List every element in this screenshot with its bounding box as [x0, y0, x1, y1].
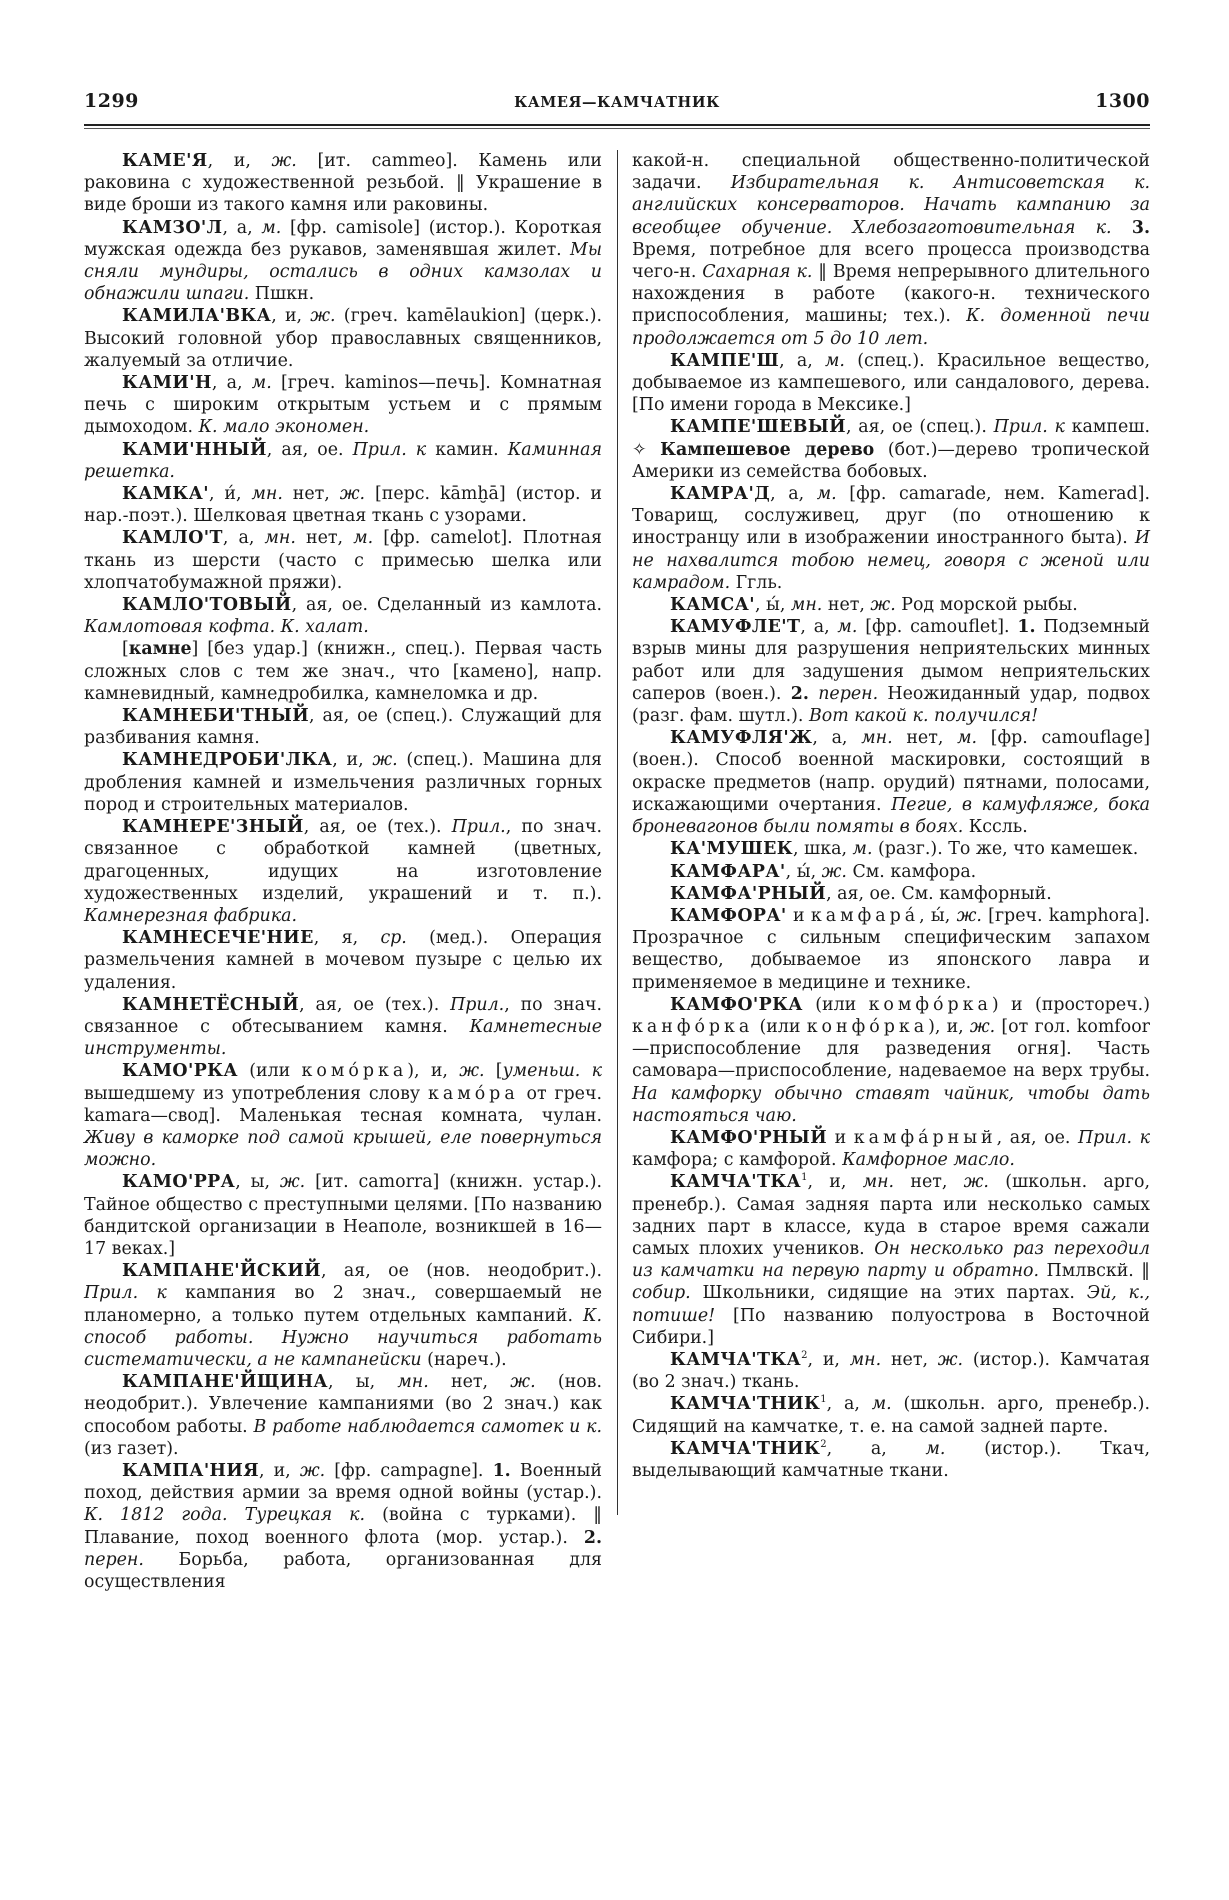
definition-text: кампания во 2 знач., совершаемый не планомерно, а только путем отдельных кампаний.: [84, 1283, 603, 1326]
example-text: ср.: [380, 928, 407, 949]
example-text: Сахарная к.: [702, 262, 813, 283]
dictionary-entry: [632, 350, 1150, 417]
definition-text: нет,: [295, 528, 354, 549]
headword: КАМЕ'Я: [122, 151, 208, 171]
definition-text: [ит. camorra] (книжн. устар.). Тайное общество с преступными целями. [По названию бандитской организации в Неаполе, возникшей в 16—17 веках.]: [84, 1172, 603, 1259]
dictionary-entry: [84, 749, 602, 816]
example-text: Камлотовая кофта. К. халат.: [84, 617, 369, 638]
headword: КАМНЕСЕЧЕ'НИЕ: [122, 928, 314, 949]
definition-text: , ы́,: [919, 905, 957, 926]
definition-text: [1112, 218, 1132, 238]
dictionary-entry: [84, 705, 602, 749]
bold-text: Кампешевое дерево: [660, 439, 875, 460]
definition-text: (или: [237, 1061, 302, 1082]
dictionary-entry: [84, 483, 602, 527]
example-text: ж.: [310, 306, 336, 327]
dictionary-entry: [632, 1438, 1150, 1482]
headword: КАМСА': [670, 595, 755, 616]
headword: КАМЛО'Т: [122, 528, 223, 549]
definition-text: (спец.). Красильное вещество, добываемое из кампешевого, или сандалового, дерева. [По имени города в Мексике.]: [632, 350, 1150, 416]
example-text: Вот какой к. получился!: [808, 706, 1039, 727]
example-text: ж.: [459, 1061, 485, 1082]
headword: КАМУФЛЕ'Т: [670, 617, 801, 638]
definition-text: ) и (простореч.): [991, 994, 1150, 1015]
headword: КАМПАНЕ'ЙСКИЙ: [122, 1261, 321, 1282]
headword: КАМКА': [122, 484, 209, 505]
definition-text: [407, 440, 416, 460]
headword: КАМИ'ННЫЙ: [122, 439, 267, 460]
example-text: м.: [353, 528, 374, 549]
dictionary-entry: [632, 1127, 1150, 1171]
definition-text: , ая, ое.: [266, 439, 353, 460]
headword: КАМНЕБИ'ТНЫЙ: [122, 706, 310, 727]
homonym-index: 2: [801, 1350, 808, 1362]
dictionary-entry: [632, 727, 1150, 838]
spaced-variant: конфо́рка: [806, 1016, 929, 1037]
definition-text: кампеш. ✧: [632, 417, 1150, 460]
headword: КАМНЕРЕ'ЗНЫЙ: [122, 817, 304, 838]
example-text: м.: [261, 217, 282, 238]
definition-text: (мед.). Операция размельчения камней в мочевом пузыре с целью их удаления.: [84, 928, 602, 993]
dictionary-entry: [632, 905, 1150, 994]
example-text: м.: [852, 839, 873, 860]
dictionary-entry: [84, 1171, 602, 1260]
definition-text: , а,: [826, 1394, 872, 1415]
example-text: Мы сняли мундиры, остались в одних камзолах и обнажили шпаги.: [84, 239, 602, 305]
dictionary-entry: [632, 416, 1150, 483]
definition-text: (или: [753, 1016, 807, 1037]
definition-text: , и,: [258, 1460, 300, 1481]
example-text: ж.: [821, 861, 847, 882]
example-text: Пегие, в камуфляже, бока броневагонов были помяты в боях.: [632, 794, 1151, 838]
headword: КАМИЛА'ВКА: [122, 306, 272, 327]
dictionary-entry: [632, 1393, 1150, 1437]
definition-text: ), и,: [407, 1061, 460, 1082]
definition-text: (нареч.).: [421, 1349, 507, 1370]
spaced-variant: комфо́рка: [868, 994, 992, 1015]
example-text: мн.: [264, 528, 296, 549]
definition-text: , и,: [271, 306, 311, 327]
definition-text: , а,: [211, 373, 252, 394]
headword: КАМФО'РНЫЙ: [670, 1127, 828, 1148]
dictionary-entry: [84, 1460, 602, 1593]
headword: КАМЧА'ТНИК: [670, 1394, 821, 1415]
definition-text: Ггль.: [730, 572, 783, 593]
example-text: К. доменной печи продолжается от 5 до 10 лет.: [632, 306, 1150, 349]
example-text: К. 1812 года. Турецкая к.: [84, 1505, 366, 1526]
header-rule: [84, 124, 1150, 126]
definition-text: Время, потребное для всего процесса производства чего-н.: [632, 239, 1150, 283]
spaced-variant: камо́ра: [427, 1083, 519, 1104]
headword: КАМФО'РКА: [670, 994, 803, 1015]
definition-text: , по знач. связанное с обтесыванием камня.: [84, 994, 602, 1037]
definition-text: нет,: [892, 728, 958, 749]
definition-text: и: [786, 905, 811, 926]
spaced-variant: канфо́рка: [632, 1016, 754, 1037]
example-text: мн.: [251, 484, 283, 505]
dictionary-entry: [632, 483, 1150, 594]
definition-text: , я,: [313, 928, 381, 949]
example-text: м.: [825, 350, 845, 371]
definition-text: Пшкн.: [249, 284, 315, 305]
headword: КАМО'РРА: [122, 1172, 236, 1193]
example-text: ж.: [956, 905, 982, 926]
spaced-variant: камфара́: [810, 905, 920, 926]
definition-text: , а,: [800, 617, 838, 638]
headword: КАМРА'Д: [670, 484, 771, 505]
example-text: ж.: [870, 595, 896, 616]
definition-text: [ит. cammeo]. Камень или раковина с художественной резьбой. ‖ Украшение в виде броши из такого камня или раковины.: [84, 151, 602, 216]
definition-text: Кссль.: [963, 817, 1028, 838]
headword: КАМО'РКА: [122, 1061, 238, 1082]
headword: КАМПЕ'ШЕВЫЙ: [670, 417, 846, 438]
example-text: Камнетесные инструменты.: [84, 1016, 602, 1060]
definition-text: , и,: [332, 750, 373, 771]
definition-text: нет,: [894, 1172, 964, 1193]
example-text: ж.: [937, 1349, 964, 1370]
definition-text: (война с турками). ‖ Плавание, поход военного флота (мор. устар.).: [84, 1505, 602, 1548]
example-text: В работе наблюдается самотек и к.: [253, 1416, 603, 1437]
definition-text: (спец.). Машина для дробления камней и измельчения различных горных пород и строительных материалов.: [84, 750, 602, 815]
definition-text: , и,: [807, 1172, 863, 1193]
definition-text: [фр. camouflage] (воен.). Способ военной маскировки, состоящий в окраске предметов (напр. орудий) пятнами, полосами, искажающими очертания.: [632, 728, 1151, 815]
bold-text: 2.: [790, 683, 809, 704]
bold-text: 1.: [492, 1460, 511, 1481]
definition-text: (разг.). То же, что камешек.: [872, 839, 1139, 860]
dictionary-entry: [84, 994, 602, 1061]
dictionary-entry: [632, 594, 1150, 616]
definition-text: , ы,: [235, 1172, 280, 1193]
example-text: На камфорку обычно ставят чайник, чтобы дать настояться чаю.: [632, 1083, 1150, 1126]
headword: КАМФОРА': [670, 905, 787, 926]
definition-text: камин.: [426, 439, 508, 460]
definition-text: , ая, ое (тех.).: [299, 994, 451, 1015]
example-text: Прил.: [352, 439, 407, 460]
definition-text: Школьники, сидящие на этих партах.: [690, 1283, 1087, 1304]
left-column: [84, 150, 602, 1593]
spaced-variant: камфа́рный: [853, 1127, 997, 1148]
example-text: Эй, к., потише!: [632, 1283, 1150, 1326]
example-text: перен.: [818, 683, 879, 704]
definition-text: [от гол. komfoor—приспособление для разведения огня]. Часть самовара—приспособление, надеваемое на верх трубы.: [632, 1016, 1150, 1082]
definition-text: какой-н. специальной общественно-политической задачи.: [632, 151, 1150, 194]
homonym-index: 2: [820, 1438, 827, 1450]
definition-text: , ы́,: [785, 861, 822, 882]
definition-text: [греч. kamphora]. Прозрачное с сильным специфическим запахом вещество, добываемое из японского лавра и применяемое в медицине и технике.: [632, 905, 1150, 993]
example-text: мн.: [790, 595, 823, 616]
definition-text: , и,: [807, 1349, 850, 1370]
definition-text: [перс. kāmḫā] (истор. и нар.-поэт.). Шелковая цветная ткань с узорами.: [84, 484, 603, 527]
page-number-right: 1300: [1095, 90, 1150, 112]
definition-text: нет,: [881, 1349, 938, 1370]
headword: КАМИ'Н: [122, 373, 212, 394]
headword: КАМЛО'ТОВЫЙ: [122, 595, 292, 616]
definition-text: [: [484, 1061, 503, 1082]
example-text: К. способ работы. Нужно научиться работать систематически, а не кампанейски: [84, 1305, 602, 1370]
dictionary-entry: [84, 527, 602, 594]
headword: КАМПЕ'Ш: [670, 350, 780, 371]
example-text: мн.: [397, 1372, 429, 1393]
definition-text: , и,: [207, 151, 272, 171]
headword: КАМЧА'ТКА: [670, 1172, 802, 1193]
definition-text: [По названию полуострова в Восточной Сибири.]: [632, 1305, 1150, 1348]
definition-text: (школьн. арго, пренебр.). Сидящий на камчатке, т. е. на самой задней парте.: [632, 1394, 1150, 1437]
dictionary-entry: [84, 217, 602, 306]
definition-text: (нов. неодобрит.). Увлечение кампаниями (во 2 знач.) как способом работы.: [84, 1372, 602, 1437]
dictionary-entry: [632, 150, 1150, 350]
dictionary-page: [84, 0, 1150, 1900]
headword: КАМЗО'Л: [122, 217, 223, 238]
headword: КА'МУШЕК: [670, 839, 793, 860]
definition-text: Военный поход, действия армии за время одной войны (устар.).: [84, 1460, 602, 1504]
definition-text: , и́,: [208, 484, 252, 505]
definition-text: (истор.). Камчатая (во 2 знач.) ткань.: [632, 1349, 1150, 1393]
definition-text: [фр. camelot]. Плотная ткань из шерсти (часто с примесью шелка или хлопчатобумажной пряжи).: [84, 528, 603, 593]
example-text: ж.: [279, 1172, 306, 1193]
example-text: ж.: [969, 1016, 996, 1037]
dictionary-entry: [84, 927, 602, 994]
definition-text: (бот.)—дерево тропической Америки из семейства бобовых.: [632, 439, 1150, 482]
example-text: ж.: [372, 750, 398, 771]
headword: КАМУФЛЯ'Ж: [670, 728, 813, 749]
definition-text: [фр. campagne].: [325, 1460, 493, 1481]
bold-text: камне: [128, 639, 192, 660]
dictionary-entry: [632, 838, 1150, 860]
definition-text: См. камфора.: [846, 861, 977, 882]
homonym-index: 1: [801, 1172, 808, 1184]
definition-text: ), и,: [928, 1016, 970, 1037]
definition-text: нет,: [428, 1372, 511, 1393]
dictionary-entry: [84, 816, 602, 927]
headword: КАМНЕТЁСНЫЙ: [122, 994, 300, 1015]
example-text: перен.: [84, 1549, 144, 1570]
example-text: мн.: [849, 1349, 882, 1370]
definition-text: , ая, ое. Сделанный из камлота.: [291, 595, 602, 616]
dictionary-entry: [632, 616, 1150, 727]
bold-text: 1.: [1017, 617, 1036, 638]
example-text: собир.: [632, 1283, 691, 1304]
example-text: Каминная решетка.: [84, 439, 603, 482]
example-text: ж.: [339, 484, 366, 505]
definition-text: ] [без удар.] (книжн., спец.). Первая часть сложных слов с тем же знач., что [камено], напр. камневидный, камнедробилка, камнеломка и др.: [84, 639, 602, 704]
definition-text: нет,: [282, 484, 340, 505]
definition-text: (или: [802, 994, 869, 1015]
example-text: Он несколько раз переходил из камчатки на первую парту и обратно.: [632, 1238, 1150, 1282]
example-text: м.: [837, 617, 858, 638]
definition-text: [греч. kaminos—печь]. Комнатная печь с широким открытым устьем и с прямым дымоходом.: [84, 373, 602, 438]
running-title: КАМЕЯ—КАМЧАТНИК: [514, 94, 720, 111]
bold-text: 2.: [583, 1527, 602, 1548]
headword: КАМЧА'ТКА: [670, 1349, 802, 1370]
definition-text: нет,: [822, 595, 871, 616]
definition-text: , ы,: [327, 1372, 398, 1393]
definition-text: камфора; с камфорой.: [632, 1150, 843, 1171]
definition-text: , ая, ое. См. камфорный.: [826, 883, 1052, 904]
example-text: уменьш. к: [502, 1061, 602, 1082]
example-text: Прил. к: [993, 417, 1065, 438]
example-text: Прил. к: [84, 1283, 167, 1304]
example-text: И не нахвалится тобою немец, говоря с женой или камрадом.: [632, 528, 1150, 593]
homonym-index: 1: [820, 1394, 827, 1406]
definition-text: , ая, ое.: [996, 1127, 1078, 1148]
dictionary-entry: [632, 994, 1150, 1127]
definition-text: , а,: [222, 528, 265, 549]
example-text: м.: [925, 1438, 946, 1459]
definition-text: Род морской рыбы.: [895, 595, 1078, 616]
definition-text: (школьн. арго, пренебр.). Самая задняя парта или несколько самых задних парт в классе, куда в старое время сажали самых плохих учеников.: [632, 1172, 1151, 1259]
definition-text: , а,: [826, 1438, 926, 1459]
example-text: Живу в каморке под самой крышей, еле повернуться можно.: [84, 1127, 602, 1171]
example-text: мн.: [862, 1172, 895, 1193]
dictionary-entry: [84, 372, 602, 439]
example-text: ж.: [299, 1460, 326, 1481]
example-text: м.: [251, 373, 272, 394]
definition-text: , ая, ое (нов. неодобрит.).: [321, 1261, 602, 1282]
dictionary-entry: [632, 1349, 1150, 1393]
dictionary-entry: [632, 861, 1150, 883]
definition-text: Борьба, работа, организованная для осуществления: [84, 1549, 602, 1592]
dictionary-entry: [84, 305, 602, 372]
definition-text: вышедшему из употребления слову: [84, 1083, 428, 1104]
definition-text: [: [122, 639, 129, 660]
definition-text: , ая, ое (спец.).: [845, 417, 994, 438]
definition-text: ‖ Время непрерывного длительного нахождения в работе (какого-н. технического приспособления, машины; тех.).: [632, 262, 1151, 327]
example-text: Камнерезная фабрика.: [84, 905, 297, 926]
example-text: Камфорное масло.: [842, 1150, 1015, 1171]
dictionary-entry: [632, 883, 1150, 905]
definition-text: Подземный взрыв мины для разрушения неприятельских минных работ или для задушения дымом неприятельских саперов (воен.).: [632, 617, 1151, 704]
dictionary-entry: [84, 1371, 602, 1460]
example-text: Прил. к: [1077, 1127, 1150, 1148]
definition-text: , а,: [812, 728, 862, 749]
definition-text: Неожиданный удар, подвох (разг. фам. шутл.).: [632, 683, 1150, 727]
example-text: К. мало экономен.: [198, 417, 370, 438]
definition-text: (истор.). Ткач, выделывающий камчатные ткани.: [632, 1438, 1150, 1481]
headword: КАМПА'НИЯ: [122, 1460, 259, 1481]
definition-text: Пмлвскй. ‖: [1039, 1261, 1151, 1282]
definition-text: , ы́,: [754, 595, 791, 616]
example-text: ж.: [271, 151, 297, 171]
dictionary-entry: [84, 150, 602, 217]
right-column: [632, 150, 1150, 1482]
definition-text: , ая, ое (тех.).: [303, 817, 452, 838]
example-text: ж.: [510, 1372, 536, 1393]
page-number-left: 1299: [84, 90, 139, 112]
definition-text: от греч. kamara—свод]. Маленькая тесная комната, чулан.: [84, 1083, 602, 1126]
definition-text: , а,: [779, 350, 826, 371]
example-text: Прил.: [450, 994, 505, 1015]
page-header: [84, 90, 1150, 120]
headword: КАМФАРА': [670, 861, 786, 882]
definition-text: (греч. kamēlaukion] (церк.). Высокий головной убор православных священников, жалуемый за отличие.: [84, 306, 603, 371]
spaced-variant: комо́рка: [301, 1061, 408, 1082]
example-text: к: [415, 439, 427, 460]
example-text: м.: [871, 1394, 892, 1415]
bold-text: 3.: [1131, 217, 1150, 238]
definition-text: [809, 684, 818, 704]
headword: КАМПАНЕ'ЙЩИНА: [122, 1372, 328, 1393]
headword: КАМНЕДРОБИ'ЛКА: [122, 750, 333, 771]
example-text: м.: [816, 484, 837, 505]
definition-text: , а,: [222, 217, 262, 238]
example-text: Прил.: [451, 817, 506, 838]
example-text: мн.: [861, 728, 893, 749]
header-rule-thin: [84, 128, 1150, 129]
definition-text: и: [827, 1127, 854, 1148]
definition-text: [фр. camarade, нем. Kamerad]. Товарищ, сослуживец, друг (по отношению к иностранцу или в изображении иностранного быта).: [632, 484, 1150, 549]
definition-text: [фр. camisole] (истор.). Короткая мужская одежда без рукавов, заменявшая жилет.: [84, 217, 602, 260]
definition-text: [фр. camouflet].: [857, 617, 1018, 638]
headword: КАМФА'РНЫЙ: [670, 883, 827, 904]
definition-text: , а,: [770, 484, 817, 505]
dictionary-entry: [84, 1260, 602, 1371]
example-text: ж.: [963, 1172, 989, 1193]
definition-text: , ая, ое (спец.). Служащий для разбивания камня.: [84, 706, 602, 749]
definition-text: , шка,: [793, 839, 853, 860]
dictionary-entry: [84, 439, 602, 483]
example-text: Избирательная к. Антисоветская к. английских консерваторов. Начать кампанию за всеобщее обучение. Хлебозаготовительная к.: [632, 173, 1150, 238]
example-text: м.: [957, 728, 978, 749]
definition-text: , по знач. связанное с обработкой камней (цветных, драгоценных, идущих на изготовление художественных изделий, украшений и т. п.).: [84, 817, 602, 904]
headword: КАМЧА'ТНИК: [670, 1438, 821, 1459]
dictionary-entry: [84, 638, 602, 705]
dictionary-entry: [84, 594, 602, 638]
column-divider: [617, 150, 618, 1515]
definition-text: (из газет).: [84, 1438, 179, 1459]
dictionary-entry: [84, 1060, 602, 1171]
dictionary-entry: [632, 1171, 1150, 1349]
